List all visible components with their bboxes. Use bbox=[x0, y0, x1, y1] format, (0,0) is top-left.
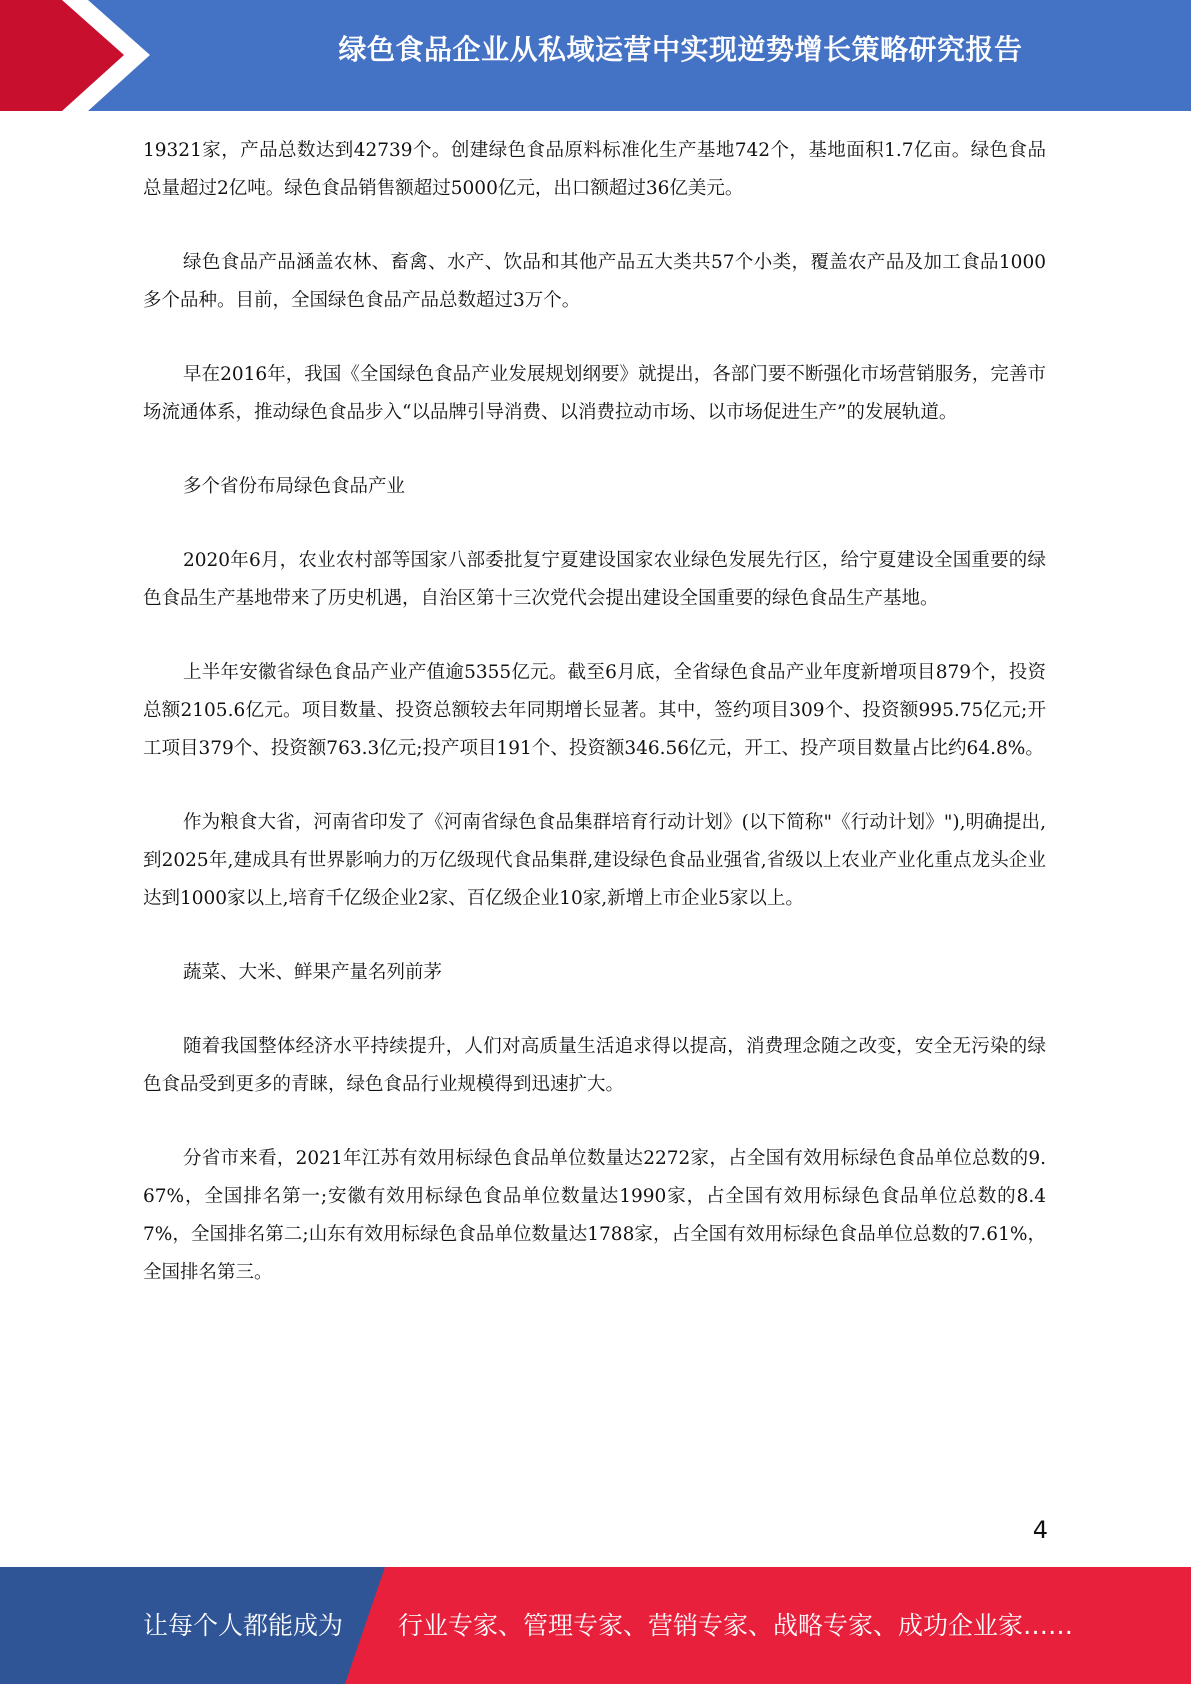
section-heading: 多个省份布局绿色食品产业 bbox=[183, 476, 406, 497]
paragraph: 随着我国整体经济水平持续提升，人们对高质量生活追求得以提高，消费理念随之改变，安全无污染的绿色食品受到更多的青睐，绿色食品行业规模得到迅速扩大。 bbox=[143, 1036, 1046, 1095]
paragraph: 19321家，产品总数达到42739个。创建绿色食品原料标准化生产基地742个，基地面积1.7亿亩。绿色食品总量超过2亿吨。绿色食品销售额超过5000亿元，出口额超过36亿美元。 bbox=[143, 140, 1046, 199]
footer-slogan-right: 行业专家、管理专家、营销专家、战略专家、成功企业家…… bbox=[398, 1611, 1074, 1640]
paragraph: 作为粮食大省，河南省印发了《河南省绿色食品集群培育行动计划》(以下简称"《行动计划》"),明确提出,到2025年,建成具有世界影响力的万亿级现代食品集群,建设绿色食品业强省,省级以上农业产业化重点龙头企业达到1000家以上,培育千亿级企业2家、百亿级企业10家,新增上市企业5家以上。 bbox=[143, 812, 1046, 909]
report-title: 绿色食品企业从私域运营中实现逆势增长策略研究报告 bbox=[338, 33, 1023, 66]
paragraph: 绿色食品产品涵盖农林、畜禽、水产、饮品和其他产品五大类共57个小类，覆盖农产品及加工食品1000多个品种。目前，全国绿色食品产品总数超过3万个。 bbox=[143, 252, 1046, 311]
page-number: 4 bbox=[1032, 1516, 1048, 1544]
page-header bbox=[0, 0, 1191, 111]
header-chevron-icon bbox=[0, 0, 160, 111]
page-footer bbox=[0, 1567, 1191, 1684]
section-heading: 蔬菜、大米、鲜果产量名列前茅 bbox=[183, 962, 443, 983]
document-body bbox=[143, 132, 1046, 1328]
paragraph: 2020年6月，农业农村部等国家八部委批复宁夏建设国家农业绿色发展先行区，给宁夏建设全国重要的绿色食品生产基地带来了历史机遇，自治区第十三次党代会提出建设全国重要的绿色食品生产基地。 bbox=[143, 550, 1046, 609]
paragraph: 早在2016年，我国《全国绿色食品产业发展规划纲要》就提出，各部门要不断强化市场营销服务，完善市场流通体系，推动绿色食品步入“以品牌引导消费、以消费拉动市场、以市场促进生产”的发展轨道。 bbox=[143, 364, 1046, 423]
paragraph: 上半年安徽省绿色食品产业产值逾5355亿元。截至6月底，全省绿色食品产业年度新增项目879个，投资总额2105.6亿元。项目数量、投资总额较去年同期增长显著。其中，签约项目309个、投资额995.75亿元;开工项目379个、投资额763.3亿元;投产项目191个、投资额346.56亿元，开工、投产项目数量占比约64.8%。 bbox=[143, 662, 1046, 759]
paragraph: 分省市来看，2021年江苏有效用标绿色食品单位数量达2272家，占全国有效用标绿色食品单位总数的9.67%，全国排名第一;安徽有效用标绿色食品单位数量达1990家，占全国有效用标绿色食品单位总数的8.47%，全国排名第二;山东有效用标绿色食品单位数量达1788家，占全国有效用标绿色食品单位总数的7.61%，全国排名第三。 bbox=[143, 1148, 1046, 1283]
footer-slogan-left: 让每个人都能成为 bbox=[143, 1611, 344, 1640]
